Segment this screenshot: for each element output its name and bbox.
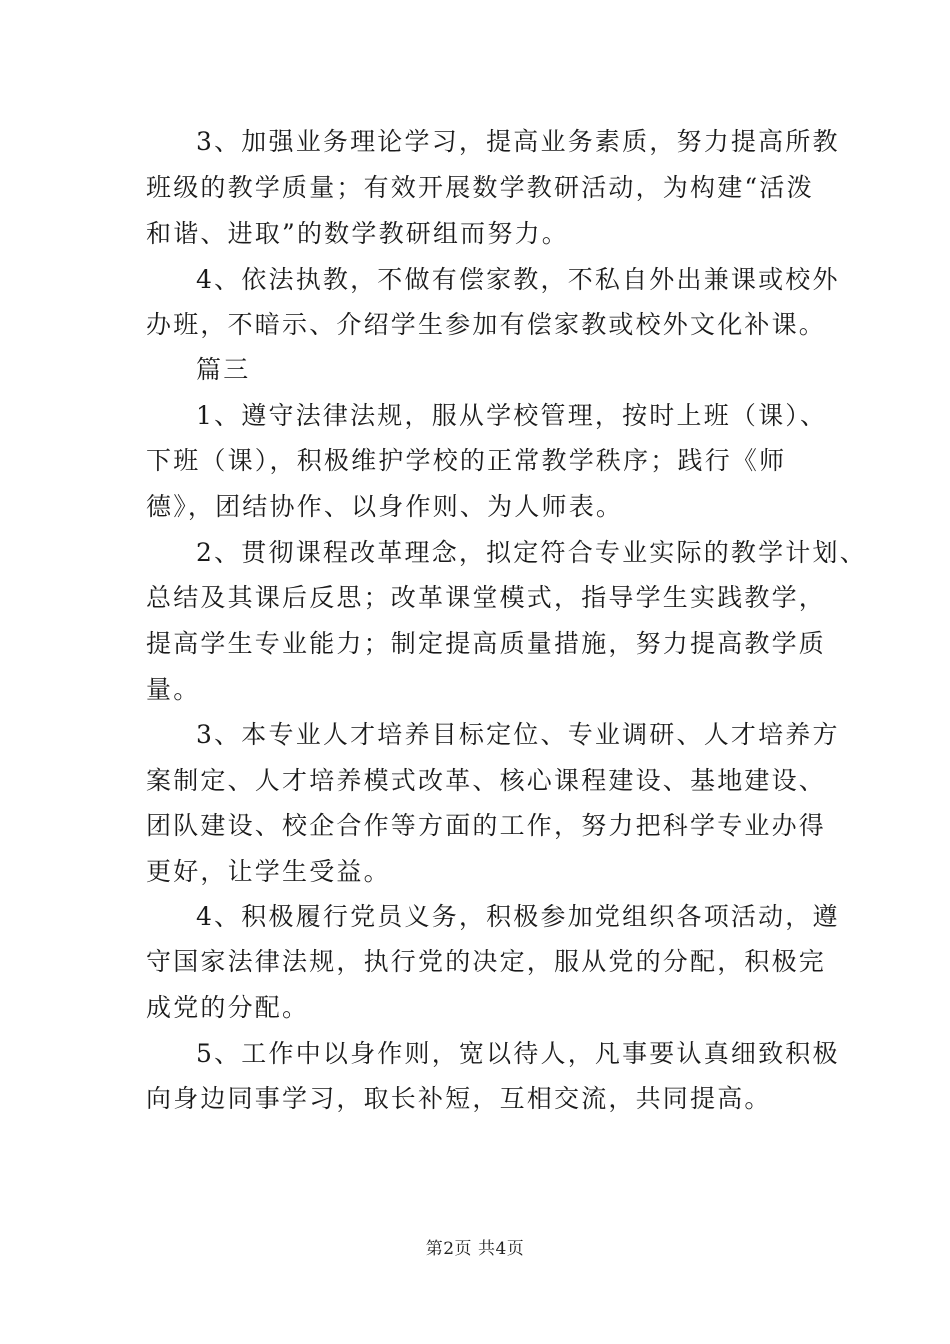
text-line: 办班，不暗示、介绍学生参加有偿家教或校外文化补课。 [146,310,827,339]
text-line: 德》，团结协作、以身作则、为人师表。 [146,492,624,521]
text-line: 更好，让学生受益。 [146,857,391,886]
text-line: 向身边同事学习，取长补短，互相交流，共同提高。 [146,1084,772,1113]
text-line: 3、加强业务理论学习，提高业务素质，努力提高所教 [196,127,840,156]
text-line: 守国家法律法规，执行党的决定，服从党的分配，积极完 [146,947,827,976]
text-line: 2、贯彻课程改革理念，拟定符合专业实际的教学计划、 [196,538,867,567]
section-heading: 篇三 [196,355,251,384]
text-line: 3、本专业人才培养目标定位、专业调研、人才培养方 [196,720,840,749]
text-line: 案制定、人才培养模式改革、核心课程建设、基地建设、 [146,766,827,795]
text-line: 量。 [146,675,201,704]
text-line: 下班（课），积极维护学校的正常教学秩序；践行《师 [146,446,787,475]
text-line: 4、积极履行党员义务，积极参加党组织各项活动，遵 [196,902,840,931]
text-line: 5、工作中以身作则，宽以待人，凡事要认真细致积极 [196,1039,840,1068]
text-line: 总结及其课后反思；改革课堂模式，指导学生实践教学， [146,583,827,612]
text-line: 4、依法执教，不做有偿家教，不私自外出兼课或校外 [196,265,840,294]
text-line: 班级的教学质量；有效开展数学教研活动，为构建“活泼 [146,173,814,202]
text-line: 1、遵守法律法规，服从学校管理，按时上班（课）、 [196,401,828,430]
text-line: 团队建设、校企合作等方面的工作，努力把科学专业办得 [146,811,827,840]
text-line: 和谐、进取”的数学教研组而努力。 [146,219,569,248]
text-line: 成党的分配。 [146,993,310,1022]
text-line: 提高学生专业能力；制定提高质量措施，努力提高教学质 [146,629,827,658]
page-number-footer: 第2页 共4页 [425,1239,525,1259]
